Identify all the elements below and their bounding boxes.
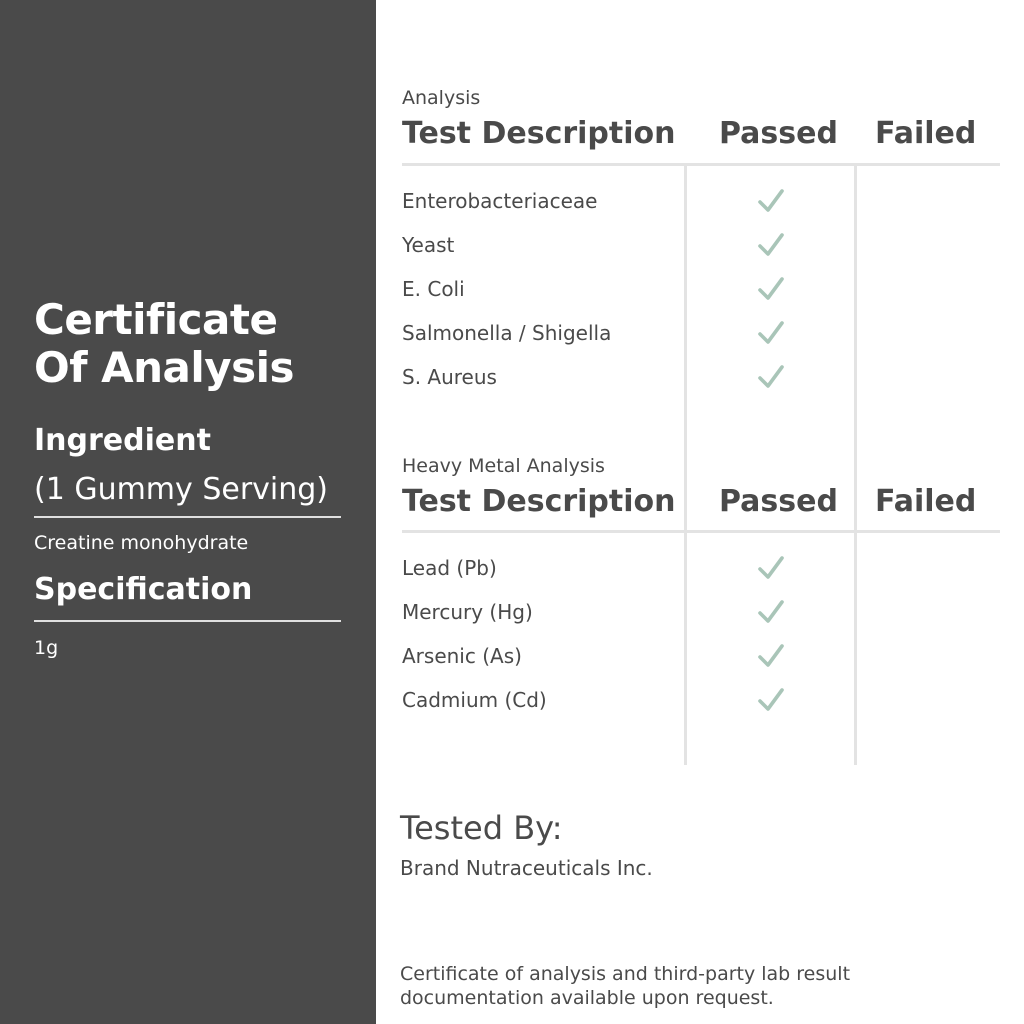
column-header-passed: Passed	[719, 116, 838, 151]
table-row	[402, 273, 822, 305]
test-name: Cadmium (Cd)	[402, 688, 547, 712]
table-row	[402, 185, 822, 217]
column-header-passed: Passed	[719, 484, 838, 519]
ingredient-divider	[34, 516, 341, 518]
column-divider	[854, 165, 857, 765]
check-icon	[757, 686, 785, 714]
tested-by-value: Brand Nutraceuticals Inc.	[400, 856, 653, 880]
table-row	[402, 229, 822, 261]
ingredient-value: Creatine monohydrate	[34, 532, 249, 554]
test-name: Arsenic (As)	[402, 644, 522, 668]
header-divider	[402, 163, 1000, 166]
table-row	[402, 317, 822, 349]
specification-label: Specification	[34, 572, 253, 607]
table-row	[402, 684, 822, 716]
document-title-line-2: Of Analysis	[34, 343, 295, 392]
document-title-line-1: Certificate	[34, 295, 278, 344]
table-row	[402, 552, 822, 584]
footnote: Certificate of analysis and third-party lab result documentation available upon request.	[400, 963, 851, 1009]
column-header-description: Test Description	[402, 116, 676, 151]
section-label-analysis: Analysis	[402, 87, 481, 109]
table-row	[402, 361, 822, 393]
specification-value: 1g	[34, 637, 59, 659]
column-divider	[684, 165, 687, 765]
test-name: Yeast	[402, 233, 455, 257]
table-row	[402, 640, 822, 672]
check-icon	[757, 231, 785, 259]
tested-by-label: Tested By:	[400, 809, 563, 847]
check-icon	[757, 642, 785, 670]
column-header-description: Test Description	[402, 484, 676, 519]
section-label-heavy-metal: Heavy Metal Analysis	[402, 455, 605, 477]
check-icon	[757, 598, 785, 626]
test-name: S. Aureus	[402, 365, 497, 389]
test-name: Lead (Pb)	[402, 556, 497, 580]
check-icon	[757, 275, 785, 303]
test-name: E. Coli	[402, 277, 465, 301]
check-icon	[757, 363, 785, 391]
document-title	[34, 296, 294, 392]
test-name: Mercury (Hg)	[402, 600, 533, 624]
sidebar	[0, 0, 376, 1024]
test-name: Salmonella / Shigella	[402, 321, 612, 345]
check-icon	[757, 319, 785, 347]
results-panel	[376, 0, 1024, 1024]
check-icon	[757, 554, 785, 582]
table-row	[402, 596, 822, 628]
test-name: Enterobacteriaceae	[402, 189, 598, 213]
header-divider	[402, 530, 1000, 533]
column-header-failed: Failed	[875, 116, 977, 151]
specification-divider	[34, 620, 341, 622]
ingredient-serving: (1 Gummy Serving)	[34, 472, 329, 507]
column-header-failed: Failed	[875, 484, 977, 519]
check-icon	[757, 187, 785, 215]
ingredient-label: Ingredient	[34, 423, 211, 458]
